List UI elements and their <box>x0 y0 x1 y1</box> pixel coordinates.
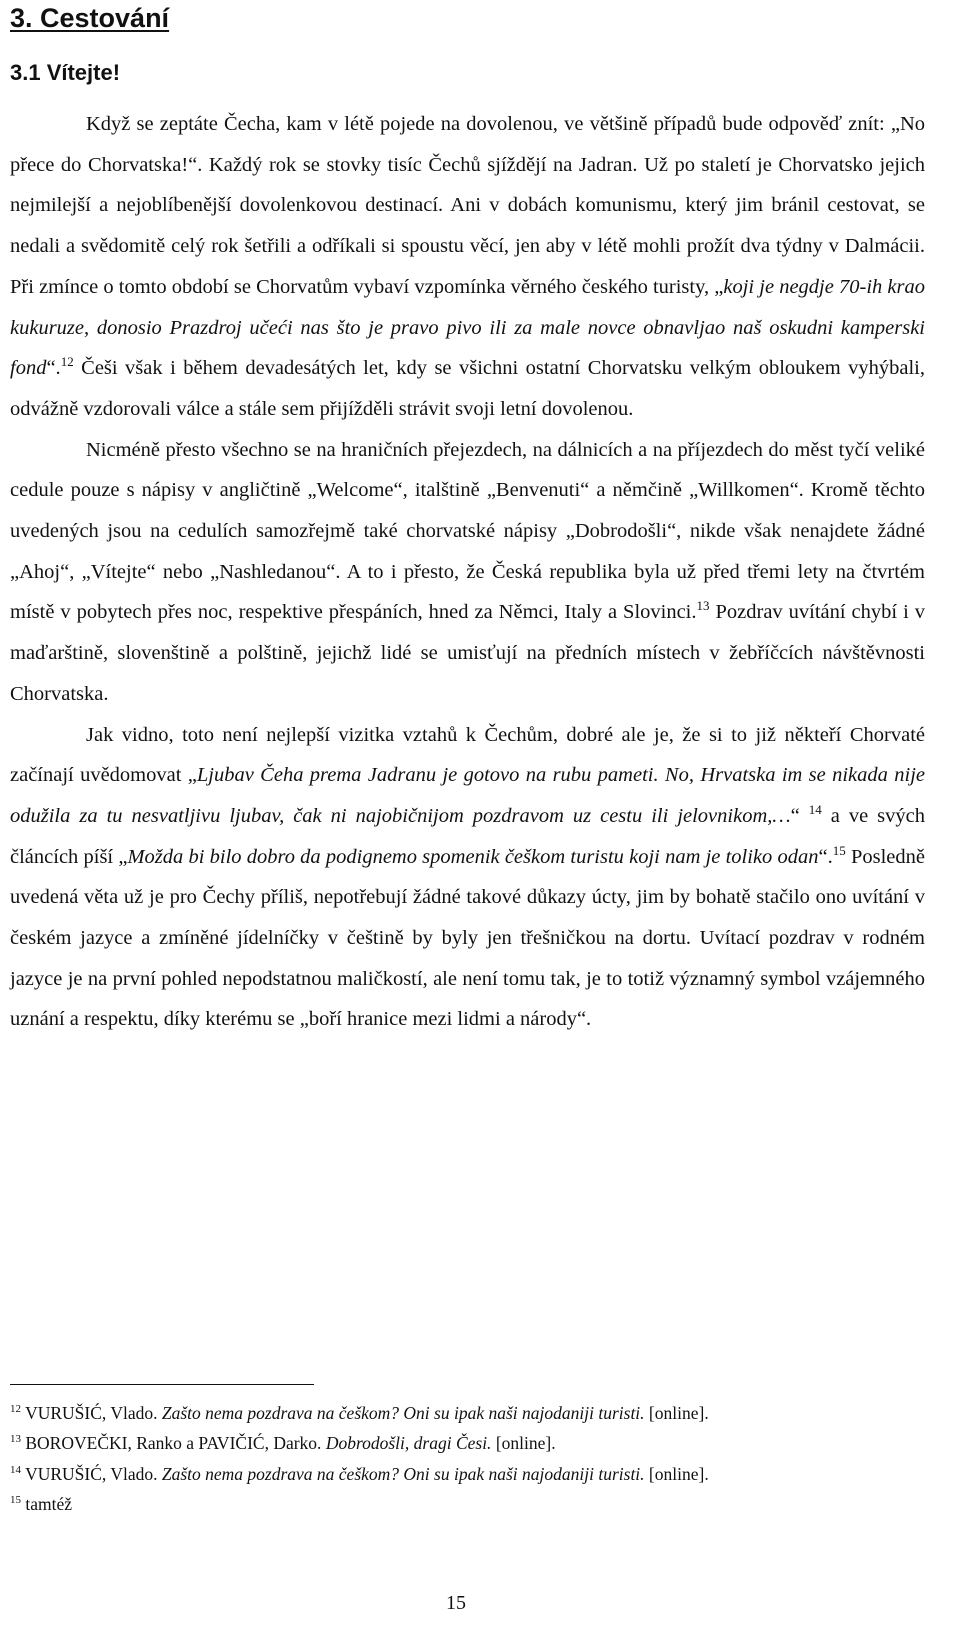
footnote-author: BOROVEČKI, Ranko a PAVIČIĆ, Darko. <box>25 1433 326 1454</box>
footnote-author: tamtéž <box>25 1493 73 1514</box>
footnote-online: [online]. <box>644 1463 709 1484</box>
croatian-quote-2: Ljubav Čeha prema Jadranu je gotovo na rubu pameti. No, Hrvatska im se nikada nije odužila za tu nesvatljivu ljubav, čak ni najobičnijom pozdravom uz cestu ili jelovnikom,… <box>10 764 925 827</box>
body-text <box>10 104 925 1040</box>
footnotes <box>10 1396 925 1517</box>
footnote-number: 13 <box>10 1433 21 1446</box>
footnote-online: [online]. <box>491 1433 556 1454</box>
footnote-separator <box>10 1384 314 1385</box>
quote-close: “. <box>46 357 61 380</box>
page-number: 15 <box>446 1592 466 1614</box>
paragraph-3-text: Jak vidno, toto není nejlepší vizitka vztahů k Čechům, dobré ale je, že si to již někteří Chorvaté začínají uvědomovat „ <box>10 723 925 787</box>
footnote-number: 14 <box>10 1463 21 1476</box>
paragraph-3-end: Posledně uvedená věta už je pro Čechy příliš, nepotřebují žádné takové důkazy úcty, jim by bohatě stačilo ono uvítání v českém jazyce a zmíněné jídelníčky v češtině by byly jen třešničkou na dortu. Uvítací pozdrav v rodném jazyce je na první pohled nepodstatnou maličkostí, ale není tomu tak, je to totiž významný symbol vzájemného uznání a respektu, díky kterému se „boří hranice mezi lidmi a národy“. <box>10 845 925 1031</box>
footnote-title: Zašto nema pozdrava na češkom? Oni su ipak naši najodaniji turisti. <box>161 1463 645 1484</box>
footnote-number: 12 <box>10 1403 21 1415</box>
section-heading: 3.1 Vítejte! <box>10 60 121 85</box>
footnote-13 <box>10 1426 925 1456</box>
paragraph-3-mid: a ve svých článcích píší „ <box>10 804 925 868</box>
footnote-ref-15[interactable]: 15 <box>832 842 846 858</box>
footnote-12 <box>10 1396 925 1426</box>
paragraph-3 <box>10 715 925 1041</box>
croatian-quote-1: koji je negdje 70-ih krao kukuruze, donosio Prazdroj učeći nas što je pravo pivo ili za male novce obnavljao naš oskudni kamperski fond <box>10 275 925 380</box>
paragraph-1 <box>10 104 925 430</box>
paragraph-1-text: Když se zeptáte Čecha, kam v létě pojede na dovolenou, ve většině případů bude odpověď znít: „No přece do Chorvatska!“. Každý rok se stovky tisíc Čechů sjíždějí na Jadran. Už po staletí je Chorvatsko jejich nejmilejší a nejoblíbenější dovolenkovou destinací. Ani v dobách komunismu, který jim bránil cestovat, se nedali a svědomitě celý rok šetřili a odříkali si spoustu věcí, jen aby v létě mohli prožít dva týdny v Dalmácii. Při zmínce o tomto období se Chorvatům vybaví vzpomínka věrného českého turisty, „ <box>10 113 925 298</box>
footnote-14 <box>10 1457 925 1487</box>
footnote-author: VURUŠIĆ, Vlado. <box>25 1463 162 1484</box>
footnote-title: Dobrodošli, dragi Česi. <box>325 1433 492 1454</box>
footnote-ref-13[interactable]: 13 <box>696 598 710 614</box>
paragraph-1-end: Češi však i během devadesátých let, kdy se všichni ostatní Chorvatsku velkým obloukem vyhýbali, odvážně vzdorovali válce a stále sem přijížděli strávit svoji letní dovolenou. <box>10 357 925 420</box>
paragraph-2-text: Nicméně přesto všechno se na hraničních přejezdech, na dálnicích a na příjezdech do měst tyčí veliké cedule pouze s nápisy v angličtině „Welcome“, italštině „Benvenuti“ a němčině „Willkomen“. Kromě těchto uvedených jsou na cedulích samozřejmě také chorvatské nápisy „Dobrodošli“, nikde však nenajdete žádné „Ahoj“, „Vítejte“ nebo „Nashledanou“. A to i přesto, že Česká republika byla už před třemi lety na čtvrtém místě v pobytech přes noc, respektive přespáních, hned za Němci, Italy a Slovinci. <box>10 438 925 624</box>
croatian-quote-3: Možda bi bilo dobro da podignemo spomenik češkom turistu koji nam je toliko odan <box>127 845 819 868</box>
quote-close: “ <box>790 804 800 827</box>
paragraph-2-end: Pozdrav uvítání chybí i v maďarštině, slovenštině a polštině, jejichž lidé se umisťují na předních místech v žebříčcích návštěvnosti Chorvatska. <box>10 601 925 705</box>
footnote-online: [online]. <box>644 1402 709 1423</box>
footnote-ref-14[interactable]: 14 <box>808 802 822 818</box>
footnote-number: 15 <box>10 1493 21 1506</box>
footnote-ref-12[interactable]: 12 <box>60 354 74 370</box>
footnote-title: Zašto nema pozdrava na češkom? Oni su ipak naši najodaniji turisti. <box>161 1402 645 1423</box>
quote-close: “. <box>818 845 833 868</box>
footnote-author: VURUŠIĆ, Vlado. <box>25 1402 162 1423</box>
paragraph-2 <box>10 430 925 715</box>
chapter-heading: 3. Cestování <box>10 3 170 33</box>
footnote-15 <box>10 1487 925 1517</box>
